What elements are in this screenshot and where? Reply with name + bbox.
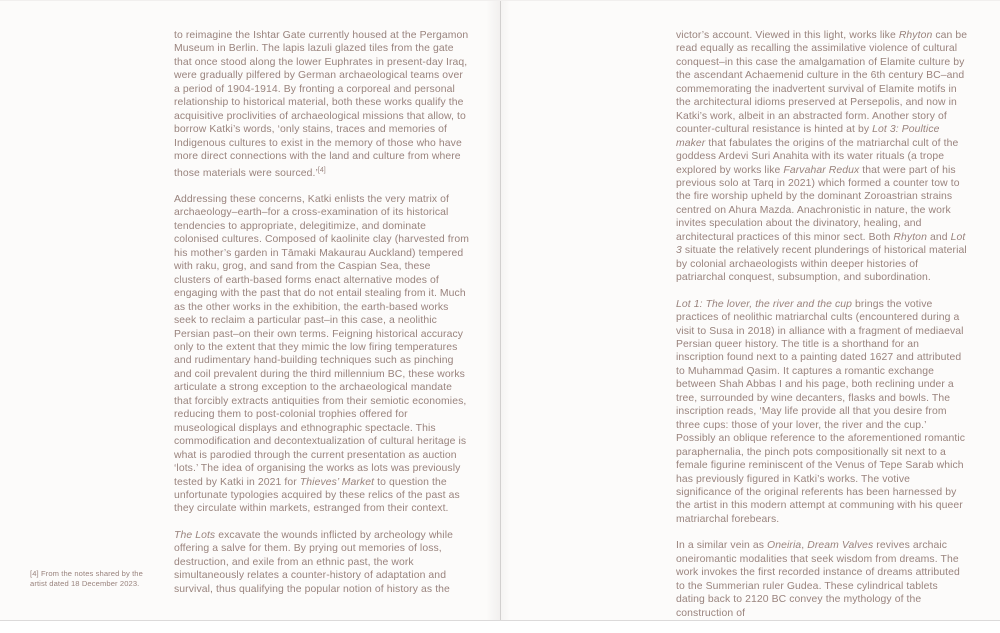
paragraph: [174, 529, 470, 596]
text-segment: Addressing these concerns, Katki enlists the very matrix of archaeology–earth–for a cross-examination of its historical tendencies to appropriate, delegitimize, and dominate colonised cultures. Composed of kaolinite clay (harvested from his mother’s garden in Tāmaki Makaurau Auckland) tempered with raku, grog, and sand from the Caspian Sea, these clusters of earth-based forms enact alternative modes of engaging with the past that do not entail stealing from it. Much as the other works in the exhibition, the earth-based works seek to reclaim a particular past–in this case, a neolithic Persian past–on their own terms. Feigning historical accuracy only to the extent that they mimic the low firing temperatures and rudimentary hand-building techniques such as pinching and coil prevalent during the third millennium BC, these works articulate a strong exception to the archaeological mandate that forcibly extracts antiquities from their semiotic economies, reducing them to post-colonial trophies offered for museological displays and ethnographic spectacle. This commodification and decontextualization of cultural heritage is what is parodied through the current presentation as auction ‘lots.’ The idea of organising the works as lots was previously tested by Katki in 2021 for: [174, 193, 469, 488]
text-segment: to question the unfortunate typologies acquired by these relics of the past as they circulate within markets, estranged from their context.: [174, 476, 460, 515]
page-gutter-shadow-left: [486, 1, 500, 620]
text-segment: The Lots: [174, 529, 216, 541]
text-segment: Lot 3: [676, 231, 966, 257]
paragraph: [676, 539, 968, 620]
text-segment: victor’s account. Viewed in this light, works like: [676, 30, 899, 41]
text-segment: Rhyton: [898, 30, 933, 41]
text-segment: Dream Valves: [807, 540, 874, 552]
footnote-reference: [4]: [317, 166, 326, 174]
text-segment: that were part of his previous solo at Tarq in 2021) which formed a counter tow to the fire worship upheld by the dominant Zoroastrian strains centred on Ahura Mazda. Anachronistic in nature, the work invites speculation about the divinatory, healing, and architectural practices of this minor sect. Both: [676, 164, 960, 243]
text-segment: In a similar vein as: [676, 540, 768, 552]
right-page-text-column: [676, 29, 968, 633]
paragraph: [174, 193, 470, 516]
text-segment: Lot 1: The lover, the river and the cup: [676, 298, 853, 310]
text-segment: brings the votive practices of neolithic matriarchal cults (encountered during a visit to Susa in 2018) in alliance with a fragment of mediaeval Persian queer history. The title is a shorthand for an inscription found next to a painting dated 1627 and attributed to Muhammad Qasim. It captures a romantic exchange between Shah Abbas I and his page, both reclining under a tree, surrounded by wine decanters, flasks and bowls. The inscription reads, ‘May life provide all that you desire from three cups: those of your lover, the river and the cup.’ Possibly an oblique reference to the aforementioned romantic paraphernalia, the pinch pots compositionally sit next to a female figurine reminiscent of the Venus of Tepe Sarab which has previously figured in Katki’s works. The votive significance of the original referents has been harnessed by the artist in this modern attempt at communing with his queer matriarchal forebears.: [676, 298, 966, 525]
text-segment: that fabulates the origins of the matriarchal cult of the goddess Ardevi Suri Anahita with its water rituals (a trope explored by works like: [676, 137, 959, 176]
page-gutter-shadow-right: [501, 1, 510, 620]
footnote: [4] From the notes shared by the artist dated 18 December 2023.: [30, 569, 143, 589]
text-segment: to reimagine the Ishtar Gate currently housed at the Pergamon Museum in Berlin. The lapis lazuli glazed tiles from the gate that once stood along the lower Euphrates in present-day Iraq, were gradually pilfered by German archaeological teams over a period of 1904-1914. By fronting a corporeal and personal relationship to historical material, both these works qualify the acquisitive proclivities of archaeological missions that allow, to borrow Katki’s words, ‘only stains, traces and memories of Indigenous cultures to exist in the memory of those who have more direct connections with the land and culture from where those materials were sourced.’: [174, 30, 469, 179]
text-segment: and: [926, 231, 951, 243]
text-segment: Rhyton: [893, 231, 927, 243]
text-segment: can be read equally as recalling the assimilative violence of cultural conquest–in this case the amalgamation of Elamite culture by the ascendant Achaemenid culture in the 6th century BC–and commemorating the inadvertent survival of Elamite motifs in the architectural idioms preserved at Persepolis, and now in Katki’s work, albeit in an abstracted form. Another story of counter-cultural resistance is hinted at by: [676, 30, 968, 136]
paragraph: [174, 29, 470, 180]
text-segment: Farvahar Redux: [783, 164, 860, 176]
paragraph: [676, 298, 968, 527]
text-segment: Thieves’ Market: [299, 476, 375, 488]
text-segment: excavate the wounds inflicted by archeology while offering a salve for them. By prying out memories of loss, destruction, and exile from an ethnic past, the work simultaneously relates a counter-history of adaptation and survival, thus qualifying the popular notion of history as the: [174, 529, 454, 595]
text-segment: ,: [801, 540, 808, 552]
text-segment: situate the relatively recent plunderings of historical material by colonial archaeologists within deeper histories of patriarchal conquest, subsumption, and subordination.: [676, 245, 967, 284]
text-segment: Lot 3: Poultice maker: [676, 124, 940, 149]
text-segment: revives archaic oneiromantic modalities that seek wisdom from dreams. The work invokes the first recorded instance of dreams attributed to the Summerian ruler Gudea. These cylindrical tablets dating back to 2120 BC convey the mythology of the construction of: [676, 540, 960, 619]
text-segment: Oneiria: [767, 540, 802, 552]
paragraph: [676, 29, 968, 285]
left-page-text-column: [174, 29, 470, 609]
